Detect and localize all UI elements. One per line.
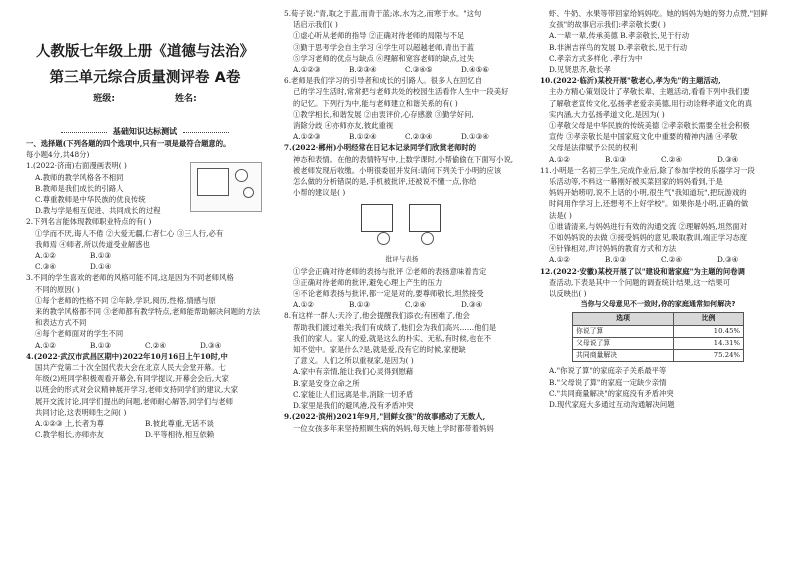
options-row [26, 429, 264, 440]
question-stem: 怎么做的分析错误的是,手机被批评,还被说不懂一点,你给 [293, 177, 477, 187]
option: B.彼此尊重,无话不谈 [145, 419, 214, 429]
question-stem: 11.小明是一名初三学生,完成作业后,除了参加学校的乐器学习一段 [540, 165, 755, 175]
statement: ④每个老师面对的学生不同 [35, 329, 124, 339]
statement: 消除分歧 ④亦师亦友,彼此重视 [293, 121, 394, 131]
option: C.②④ [145, 340, 166, 350]
page-subtitle: 第三单元综合质量测评卷 A卷 [49, 70, 241, 86]
option: D.教与学是相互促进、共同成长的过程 [35, 206, 161, 216]
statement: 来的教学风格都不同 ③老师都有教学特点,老师能帮助解决问题的方法和表达方式不同 [35, 307, 261, 328]
question-stem: 了意义。人们之所以重视家,是因为( ) [293, 356, 414, 366]
option: D.平等相待,相互依赖 [145, 430, 215, 440]
option: A.①② [549, 255, 570, 265]
table-header: 比例 [674, 313, 744, 325]
question-stem: 1.(2022·济南)右面漫画表明( ) [26, 161, 127, 171]
instructions: 一、选择题(下列各题的四个选项中,只有一项是最符合题意的。 [26, 139, 231, 148]
question-stem: 以反映出( ) [549, 289, 587, 299]
divider [61, 132, 107, 133]
cartoon-image [190, 162, 262, 212]
question-9 [284, 411, 520, 433]
option: D.③④ [717, 255, 739, 265]
option: B.教师是我们成长的引路人 [35, 183, 124, 193]
option: B.家是安身立命之所 [293, 378, 360, 388]
options-row [540, 254, 776, 265]
option: B.①②④ [349, 132, 377, 142]
table-header: 选项 [573, 313, 674, 325]
statement: ①教学相长,和谐发展 ②由衷评价,心存感激 ③勤学好问, [293, 109, 474, 119]
option: D.①④ [90, 262, 112, 272]
option: A.①② [549, 154, 570, 164]
statement: ③正确对待老师的批评,避免心理上产生的压力 [293, 277, 443, 287]
question-stem: 实内涵,大力弘扬孝道文化,是因为( ) [549, 109, 665, 119]
options-row [284, 299, 520, 310]
options-row [540, 154, 776, 165]
options-row [284, 64, 520, 75]
question-stem: 10.(2022·临沂)某校开展"敬老心,孝为先"的主题活动, [540, 76, 721, 86]
option: D.现代家庭大多通过互动沟通解决问题 [549, 399, 675, 409]
figure-head-drawing [235, 169, 248, 182]
option: C.家能让人们远离是非,消除一切矛盾 [293, 389, 414, 399]
options-row [26, 418, 264, 429]
question-stem: 乐活动等,不料这一幕刚好被买菜回家的妈妈看到,于是 [549, 177, 723, 187]
student-info [26, 94, 264, 110]
question-stem: 2.下列名言能体现教师职业特点的有( ) [26, 217, 152, 227]
question-9-continued [540, 8, 776, 75]
option: D.家里是我们的避风港,没有矛盾冲突 [293, 401, 414, 411]
option: A.①② [35, 340, 56, 350]
question-stem: 12.(2022·安徽)某校开展了以"建设和谐家庭"为主题的问卷调 [540, 266, 745, 276]
illustration-caption: 批评与表扬 [385, 255, 419, 264]
question-1 [26, 160, 264, 216]
question-stem: 被老师发现后收缴。小明很委屈并发问:请问下列关于小明的应该 [293, 165, 502, 175]
statement: 我师焉 ④师者,所以传道受业解惑也 [35, 239, 150, 249]
option: B.①③ [605, 154, 626, 164]
question-8 [284, 310, 520, 411]
question-stem: 虾、牛奶、水果等带回家给妈妈吃。她的妈妈为她的努力点赞,"回鲜 [549, 9, 768, 18]
statement: ③勤于思考学会自主学习 ④学生可以超越老师,青出于蓝 [293, 42, 475, 52]
question-12 [540, 266, 776, 410]
figure-head-drawing [377, 232, 390, 245]
question-3 [26, 272, 264, 350]
options-row [26, 261, 264, 272]
column-right [540, 8, 776, 410]
options-row [26, 250, 264, 261]
question-stem: 国共产党第二十次全国代表大会在北京人民大会堂开幕。七 [35, 363, 227, 373]
question-4 [26, 351, 264, 441]
class-label: 班级: [93, 94, 115, 104]
figure-head-drawing [421, 232, 434, 245]
question-stem: 以班会的形式对会议精神展开学习,老师支持同学们的建议,大家 [35, 385, 239, 395]
question-stem: 小帮的建议是( ) [293, 188, 346, 198]
question-stem: 7.(2022·郴州)小明经常在日记本记录同学们欣赏老师时的 [284, 143, 477, 153]
question-stem: 展开交流讨论,同学们提出的问题,老师耐心解答,同学们与老师 [35, 396, 234, 406]
table-row [573, 350, 744, 362]
question-stem: 法是( ) [549, 210, 572, 220]
survey-table [572, 312, 744, 362]
table-title: 当你与父母意见不一致时,你的家庭通常如何解决? [580, 300, 736, 309]
question-stem: 帮助我们渡过难关;我们有成绩了,他们会为我们高兴……他们是 [293, 322, 497, 332]
option: D.③④ [717, 154, 739, 164]
question-stem: 时间用作学习上,还想考不上好学校"。如果你是小明,正确的做 [549, 199, 749, 209]
statement: ④不论老师表扬与批评,都一定是对的,要尊师敬长,坦然接受 [293, 289, 484, 299]
option: A.①② [293, 300, 314, 310]
option: B.①③ [605, 255, 626, 265]
question-stem: 的记忆。下列行为中,能与老师建立和谐关系的有( ) [293, 98, 458, 108]
option: C.②④ [661, 154, 682, 164]
question-stem: 妈妈开始唠叨,说不上话的小明,很生气"我知道玩",把玩游戏的 [549, 188, 747, 198]
question-stem: 神态和表情。在他的表情特写中,上数学课时,小帮偷偷在下面写小说, [293, 154, 514, 164]
option: C.②③④ [405, 132, 433, 142]
statement: ④针锋相对,声讨妈妈的教育方式和方法 [549, 244, 677, 254]
option: C.孝亲方式多样化 ,孝行为中 [549, 53, 643, 63]
option: B.①③ [90, 340, 111, 350]
question-stem: 4.(2022·武汉市武昌区期中)2022年10月16日上午10时,中 [26, 351, 228, 361]
question-stem: 共同讨论,这表明师生之间( ) [35, 407, 127, 417]
question-stem: 话启示我们( ) [293, 20, 338, 30]
table-cell: 10.45% [674, 325, 744, 337]
column-left [26, 0, 264, 440]
table-cell: 父母说了算 [573, 337, 674, 349]
question-stem: 不同的原因( ) [35, 284, 80, 294]
statement: ①学而不厌,诲人不倦 ②大爱无疆,仁者仁心 ③三人行,必有 [35, 228, 224, 238]
statement: ①每个老师的性格不同 ②年龄,学识,阅历,性格,情感与原 [35, 295, 216, 305]
option: C.②④ [661, 255, 682, 265]
statement: ①谁请清来,与妈妈进行有效的沟通交流 ②理解妈妈,坦然面对 [549, 221, 748, 231]
table-row [573, 325, 744, 337]
page-title: 人教版七年级上册《道德与法治》 [35, 44, 255, 60]
section-header [26, 126, 264, 138]
option: D.④⑤⑥ [461, 65, 489, 75]
board-drawing [361, 204, 393, 232]
column-middle [284, 8, 520, 434]
question-stem: 一位女孩多年来坚持照顾生病的妈妈,每天她上学时都带着妈妈 [293, 423, 494, 433]
table-cell: 14.31% [674, 337, 744, 349]
question-stem: 主办方精心策划设计了孝敬长辈、主题活动,看看下列中我们要 [549, 87, 750, 97]
board-drawing [409, 204, 441, 232]
option: B.①③ [90, 251, 111, 261]
table-row [573, 337, 744, 349]
options-row [284, 131, 520, 142]
table-cell: 共同商量解决 [573, 350, 674, 362]
question-10 [540, 75, 776, 165]
question-stem: 6.老师是我们学习的引导者和成长的引路人。很多人在回忆自 [284, 76, 483, 86]
question-stem: 9.(2022·滨州)2021年9月,"回鲜女孩"的故事感动了无数人, [284, 412, 486, 422]
option: C.③④ [35, 262, 56, 272]
question-stem: 3.不同的学生喜欢的老师的风格可能不同,这是因为不同老师风格 [26, 273, 234, 283]
option: B.非洲吉祥鸟的发展 D.孝亲敬长,见于行动 [549, 42, 688, 52]
option: C.③④⑤ [405, 65, 433, 75]
option: B.②③④ [349, 65, 377, 75]
option: C.教学相长,亦师亦友 [35, 430, 104, 440]
statement: 父母是法律赋予公民的权利 [549, 143, 638, 153]
option: C.②④ [405, 300, 426, 310]
question-7 [284, 142, 520, 310]
question-stem: 8.有这样一群人:天冷了,他会提醒我们添衣;有困难了,他会 [284, 311, 470, 321]
option: C."共同商量解决"的家庭没有矛盾冲突 [549, 388, 674, 398]
option: C.尊重教师是中华民族的优良传统 [35, 195, 146, 205]
question-stem: 查活动,下表是其中一个问题的调查统计结果,这一结果可 [549, 277, 731, 287]
table-header-row [573, 313, 744, 325]
statement: 宣传 ③孝亲敬长是中国家庭文化中重要的精神内涵 ④孝敬 [549, 132, 738, 142]
question-stem: 了解敬老宣传文化,弘扬孝老爱亲美德,用行动诠释孝道文化的真 [549, 98, 753, 108]
option: D.见贤思齐,敬长孝 [549, 65, 611, 75]
question-stem: 女孩"的故事启示我们:孝亲敬长要( ) [549, 20, 666, 30]
question-5 [284, 8, 520, 75]
option: A.一辈一辈,传承美德 B.孝亲敬长,见于行动 [549, 31, 690, 41]
question-6 [284, 75, 520, 142]
illustration [347, 200, 457, 254]
option: A.①② [35, 251, 56, 261]
statement: ①虚心听从老师的指导 ②正确对待老师的局限与不足 [293, 31, 465, 41]
table-cell: 75.24% [674, 350, 744, 362]
question-stem: 年级(2)班同学积极观看开幕会,有同学提议,开幕会会后,大家 [35, 374, 229, 384]
option: D.①③④ [461, 132, 489, 142]
question-stem: 5.荀子说:"青,取之于蓝,而青于蓝;冰,水为之,而寒于水。"这句 [284, 9, 482, 18]
statement: ⑤学习老师的优点与缺点 ⑥理解和宽容老师的缺点,过失 [293, 53, 475, 63]
question-11 [540, 165, 776, 266]
option: B."父母说了算"的家庭一定缺少亲情 [549, 377, 667, 387]
table-cell: 你说了算 [573, 325, 674, 337]
section-title: 基础知识达标测试 [112, 127, 178, 137]
divider [183, 132, 229, 133]
question-stem: 知不觉中。家是什么?是,就是爱,没有它的时候,家便缺 [293, 345, 466, 355]
instructions: 每小题4分,共48分) [26, 150, 90, 160]
poster-drawing [197, 168, 229, 196]
statement: ①学会正确对待老师的表扬与批评 ②老师的表扬意味着肯定 [293, 266, 487, 276]
statement: 不如妈妈说的去做 ③接受妈妈的意见,吸取教训,端正学习态度 [549, 233, 748, 243]
option: A.家中有亲情,能让我们心灵得到慰藉 [293, 367, 414, 377]
option: A.①②③ 上,长者为尊 [35, 419, 104, 429]
option: A."你说了算"的家庭亲子关系最平等 [549, 366, 667, 376]
name-label: 姓名: [175, 94, 197, 104]
question-stem: 我们的家人。家人的爱,就是这么的朴实、无私,有时候,也在不 [293, 333, 492, 343]
option: B.①③ [349, 300, 370, 310]
options-row [26, 340, 264, 351]
option: D.③④ [461, 300, 483, 310]
question-stem: 己的学习生活时,常常把与老师共处的校园生活看作人生中一段美好 [293, 87, 509, 97]
option: A.①②③ [293, 65, 321, 75]
option: A.教师的教学风格各不相同 [35, 172, 124, 182]
option: A.①②③ [293, 132, 321, 142]
question-2 [26, 216, 264, 272]
figure-head-drawing [243, 187, 254, 198]
statement: ①孝敬父母是中华民族的传统美德 ②孝亲敬长需要全社会积极 [549, 121, 750, 131]
option: D.③④ [200, 340, 222, 350]
